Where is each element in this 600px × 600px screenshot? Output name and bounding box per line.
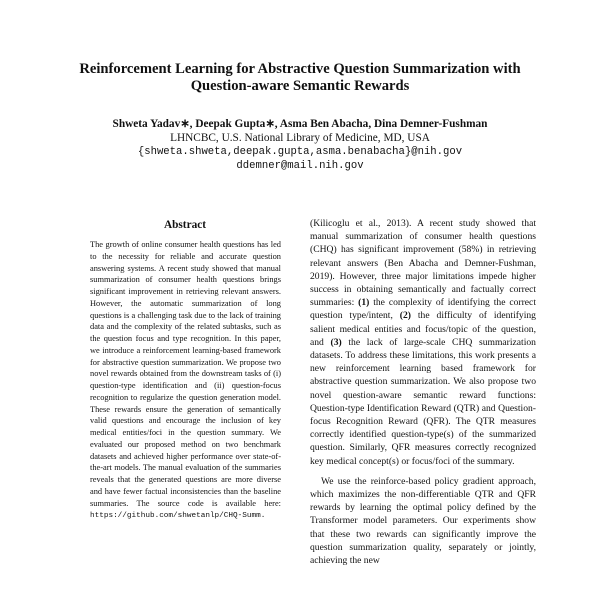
paper-title [60, 61, 540, 95]
introduction-column [310, 217, 536, 567]
author-emails: {shweta.shweta,deepak.gupta,asma.benabacha}@nih.gov [137, 146, 463, 158]
intro-text-a: (Kilicoglu et al., 2013). A recent study showed that manual summarization of consumer health questions (CHQ) has significant improvement (58%) in retrieving relevant answers (Ben Abacha and Demner-Fushman, 2019). However, three major limitations impede higher success in obtaining semantically and factually correct summaries: [310, 218, 536, 309]
intro-paragraph-2: We use the reinforce-based policy gradient approach, which maximizes the non-differentiable QTR and QFR rewards by learning the optimal policy defined by the Transformer model parameters. Our experiments show that these two rewards can significantly improve the question summarization quality, separately or jointly, achieving the new [310, 475, 536, 567]
intro-text-c: the difficulty of identifying salient medical entities and focus/topic of the question, and [310, 310, 536, 348]
intro-text-b: the complexity of identifying the correct question type/intent, [310, 297, 536, 322]
author-list: Shweta Yadav∗, Deepak Gupta∗, Asma Ben Abacha, Dina Demner-Fushman [112, 118, 488, 130]
author-email-secondary: ddemner@mail.nih.gov [236, 160, 364, 172]
intro-paragraph-1 [310, 217, 536, 468]
limitation-marker-3: (3) [330, 336, 342, 348]
title-line-2: Question-aware Semantic Rewards [190, 78, 410, 94]
title-line-1: Reinforcement Learning for Abstractive Question Summarization with [79, 61, 521, 77]
source-code-link[interactable]: https://github.com/shwetanlp/CHQ-Summ. [90, 512, 266, 521]
abstract-body [90, 239, 281, 523]
limitation-marker-1: (1) [358, 297, 370, 309]
limitation-marker-2: (2) [399, 310, 411, 322]
affiliation: LHNCBC, U.S. National Library of Medicine, MD, USA [170, 132, 430, 144]
intro-text-d: the lack of large-scale CHQ summarization datasets. To address these limitations, this work presents a new reinforcement learning based framework for abstractive question summarization. We also propose two novel question-aware semantic reward functions: Question-type Identification Reward (QTR) and Question-focus Recognition Reward (QFR). The QTR measures correctly identified question-type(s) of the summarized question. Similarly, QFR measures correctly recognized key medical concept(s) or focus/foci of the summary. [310, 336, 536, 467]
abstract-heading: Abstract [163, 219, 207, 231]
abstract-text: The growth of online consumer health questions has led to the necessity for reliable and accurate question answering systems. A recent study showed that manual summarization of consumer health questions brings significant improvement in retrieving relevant answers. However, the automatic summarization of long questions is a challenging task due to the lack of training data and the complexity of the related subtasks, such as the question focus and type recognition. In this paper, we introduce a reinforcement learning-based framework for abstractive question summarization. We propose two novel rewards obtained from the downstream tasks of (i) question-type identification and (ii) question-focus recognition to regularize the question generation model. These rewards ensure the generation of semantically valid questions and encourage the inclusion of key medical entities/foci in the question summary. We evaluated our proposed method on two benchmark datasets and achieved higher performance over state-of-the-art models. The manual evaluation of the summaries reveals that the generated questions are more diverse and have fewer factual inconsistencies than the baseline summaries. The source code is available here: [90, 240, 281, 508]
